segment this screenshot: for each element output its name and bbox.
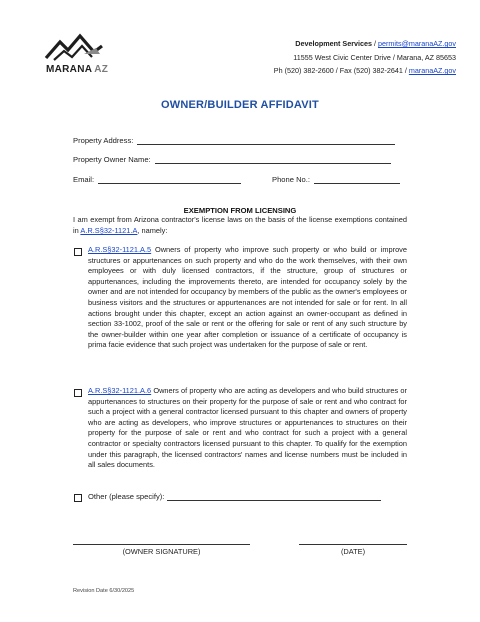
phone-fax-line: Ph (520) 382-2600 / Fax (520) 382-2641 / — [273, 66, 409, 76]
property-owner-name-line[interactable] — [155, 155, 391, 164]
email-link[interactable]: permits@maranaAZ.gov — [378, 39, 456, 48]
other-field[interactable]: Other (please specify): — [88, 492, 381, 501]
revision-date: Revision Date 6/30/2025 — [73, 588, 135, 594]
phone-line[interactable] — [314, 175, 400, 184]
exemption-a5-checkbox[interactable] — [74, 248, 82, 256]
date-line[interactable] — [299, 544, 407, 545]
other-line[interactable] — [167, 492, 381, 501]
logo-wordmark: MARANA AZ — [46, 64, 109, 75]
statute-link[interactable]: A.R.S§32-1121.A — [80, 225, 138, 235]
exemption-heading: EXEMPTION FROM LICENSING — [183, 206, 297, 215]
exemption-intro: I am exempt from Arizona contractor's license laws on the basis of the license exemptions contained in A.R.S§32-1121.A, namely: — [73, 215, 407, 235]
statute-a5-link[interactable]: A.R.S§32-1121.A.5 — [88, 245, 152, 254]
owner-signature-line[interactable] — [73, 544, 250, 545]
other-checkbox[interactable] — [74, 494, 82, 502]
exemption-a5-paragraph: A.R.S§32-1121.A.5 Owners of property who improve such property or who build or improve structures or appurtenances on such property and who do the work themselves, with their own employees or with duly licensed contractors, if the structure, group of structures or appurtenances, including the improvements thereto, are intended for occupancy solely by the owner and are not intended for occupancy by members of the public as the owner's employees or business visitors and the structures or appurtenances are not intended for sale or for rent. In all actions brought under this chapter, except an action against an owner-occupant as defined in section 33-1002, proof of the sale or rent or the offering for sale or rent of any such structure by the owner-builder within one year after completion or issuance of a certificate of occupancy is prima facie evidence that such project was undertaken for the purpose of sale or rent. — [88, 245, 407, 350]
owner-signature-label: (OWNER SIGNATURE) — [122, 547, 201, 556]
website-link[interactable]: maranaAZ.gov — [408, 66, 456, 76]
property-address-line[interactable] — [137, 136, 395, 145]
page-title: OWNER/BUILDER AFFIDAVIT — [161, 99, 319, 111]
statute-a6-link[interactable]: A.R.S§32-1121.A.6 — [88, 386, 152, 395]
property-address-field[interactable]: Property Address: — [73, 136, 395, 145]
address-line: 11555 West Civic Center Drive / Marana, AZ 85653 — [293, 52, 456, 62]
email-field[interactable]: Email: — [73, 175, 241, 184]
email-line[interactable] — [98, 175, 241, 184]
property-owner-name-field[interactable]: Property Owner Name: — [73, 155, 391, 164]
department-name: Development Services — [295, 39, 372, 48]
exemption-a6-checkbox[interactable] — [74, 389, 82, 397]
phone-field[interactable]: Phone No.: — [272, 175, 400, 184]
date-label: (DATE) — [340, 547, 366, 556]
exemption-a6-paragraph: A.R.S§32-1121.A.6 Owners of property who are acting as developers and who build structures or appurtenances to structures on their property for the purpose of sale or rent and who contract for such a project with a general contractor licensed pursuant to this chapter and owners of property who are acting as developers, who improve structures or appurtenances to structures on their property for the purpose of sale or rent and who contract for such a project with a general contractor or specialty contractors licensed pursuant to this chapter. To qualify for the exemption under this paragraph, the licensed contractors' names and license numbers must be included in all sales documents. — [88, 386, 407, 470]
contact-block: Development Services / permits@maranaAZ.gov 11555 West Civic Center Drive / Marana, AZ 85653 Ph (520) 382-2600 / Fax (520) 382-2641 / maranaAZ.gov — [273, 39, 456, 76]
